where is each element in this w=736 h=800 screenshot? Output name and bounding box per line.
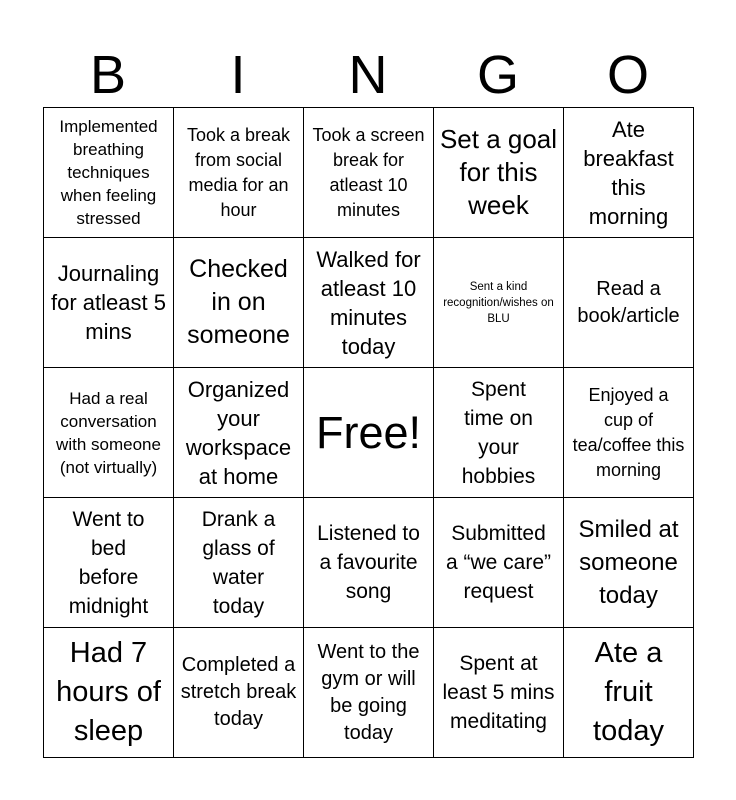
cell-text: Smiled at someone today <box>578 516 679 609</box>
bingo-cell[interactable] <box>434 628 564 758</box>
cell-text: Took a break from social media for an hour <box>186 124 291 220</box>
cell-text: Went to bed before midnight <box>68 507 149 618</box>
bingo-cell[interactable] <box>434 108 564 238</box>
header-letter-g: G <box>476 45 519 105</box>
free-space[interactable] <box>304 368 434 498</box>
bingo-cell[interactable] <box>304 628 434 758</box>
cell-text: Had 7 hours of sleep <box>56 637 161 747</box>
bingo-cell[interactable] <box>44 108 174 238</box>
bingo-header <box>43 42 693 108</box>
cell-text: Spent at least 5 mins meditating <box>442 652 555 733</box>
bingo-cell[interactable] <box>44 368 174 498</box>
header-letter-b: B <box>89 45 127 105</box>
cell-text: Ate a fruit today <box>593 637 664 747</box>
bingo-cell[interactable] <box>174 498 304 628</box>
header-letter-i: I <box>230 45 246 105</box>
free-space-text: Free! <box>315 406 422 458</box>
bingo-cell[interactable] <box>434 498 564 628</box>
bingo-cell[interactable] <box>44 498 174 628</box>
bingo-cell[interactable] <box>44 628 174 758</box>
bingo-cell[interactable] <box>434 368 564 498</box>
bingo-cell[interactable] <box>304 498 434 628</box>
bingo-cell[interactable] <box>174 238 304 368</box>
bingo-cell[interactable] <box>304 238 434 368</box>
cell-text: Implemented breathing techniques when feeling stressed <box>59 117 158 228</box>
bingo-cell[interactable] <box>564 498 694 628</box>
cell-text: Set a goal for this week <box>439 124 558 220</box>
cell-text: Ate breakfast this morning <box>583 116 674 229</box>
cell-text: Checked in on someone <box>187 255 290 349</box>
bingo-cell[interactable] <box>434 238 564 368</box>
cell-text: Spent time on your hobbies <box>461 377 536 488</box>
bingo-cell[interactable] <box>174 628 304 758</box>
bingo-cell[interactable] <box>174 368 304 498</box>
header-letter-n: N <box>348 45 388 105</box>
cell-text: Went to the gym or will be going today <box>317 640 420 744</box>
cell-text: Had a real conversation with someone (not virtually) <box>56 388 161 477</box>
cell-text: Enjoyed a cup of tea/coffee this morning <box>572 384 685 480</box>
bingo-cell[interactable] <box>564 108 694 238</box>
cell-text: Took a screen break for atleast 10 minutes <box>312 124 425 220</box>
cell-text: Submitted a “we care” request <box>445 522 552 603</box>
bingo-board <box>43 107 694 758</box>
header-letter-o: O <box>606 45 649 105</box>
cell-text: Completed a stretch break today <box>180 654 297 730</box>
cell-text: Listened to a favourite song <box>317 522 420 603</box>
bingo-cell[interactable] <box>174 108 304 238</box>
cell-text: Journaling for atleast 5 mins <box>51 261 166 344</box>
bingo-cell[interactable] <box>564 368 694 498</box>
cell-text: Read a book/article <box>577 277 680 327</box>
cell-text: Drank a glass of water today <box>201 507 276 618</box>
cell-text: Sent a kind recognition/wishes on BLU <box>443 280 554 325</box>
bingo-cell[interactable] <box>44 238 174 368</box>
cell-text: Walked for atleast 10 minutes today <box>316 246 421 359</box>
bingo-cell[interactable] <box>304 108 434 238</box>
bingo-cell[interactable] <box>564 628 694 758</box>
bingo-cell[interactable] <box>564 238 694 368</box>
cell-text: Organized your workspace at home <box>185 376 292 489</box>
